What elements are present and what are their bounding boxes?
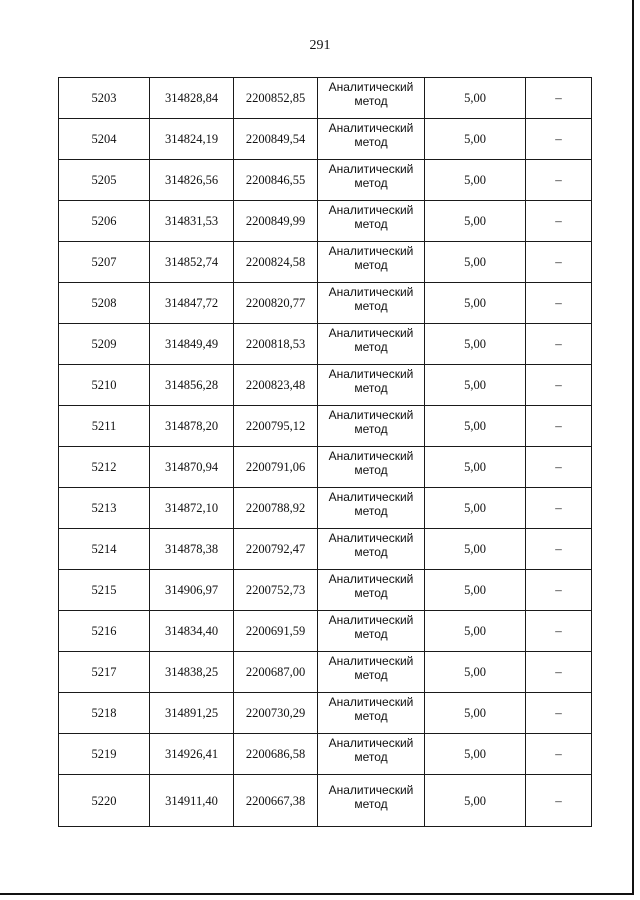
method-text: Аналитический метод (328, 490, 414, 518)
error-cell: 5,00 (425, 324, 526, 365)
note-cell (526, 78, 592, 119)
point-number-cell: 5203 (59, 78, 150, 119)
table-row (59, 529, 592, 570)
error-cell: 5,00 (425, 406, 526, 447)
method-text: Аналитический метод (328, 121, 414, 149)
error-cell: 5,00 (425, 652, 526, 693)
y-coordinate-cell: 2200691,59 (234, 611, 318, 652)
table-row (59, 201, 592, 242)
point-number-cell: 5211 (59, 406, 150, 447)
point-number-cell: 5210 (59, 365, 150, 406)
table-row (59, 734, 592, 775)
note-dash: – (555, 623, 562, 638)
method-cell (318, 283, 425, 324)
method-cell (318, 529, 425, 570)
error-cell: 5,00 (425, 78, 526, 119)
x-coordinate-cell: 314831,53 (150, 201, 234, 242)
note-dash: – (555, 418, 562, 433)
y-coordinate-cell: 2200818,53 (234, 324, 318, 365)
method-text: Аналитический метод (328, 162, 414, 190)
method-cell (318, 488, 425, 529)
point-number-cell: 5219 (59, 734, 150, 775)
table-row (59, 693, 592, 734)
note-dash: – (555, 746, 562, 761)
method-cell (318, 611, 425, 652)
table-body (59, 78, 592, 827)
table-row (59, 406, 592, 447)
x-coordinate-cell: 314826,56 (150, 160, 234, 201)
point-number-cell: 5209 (59, 324, 150, 365)
table-row (59, 324, 592, 365)
point-number-cell: 5215 (59, 570, 150, 611)
note-cell (526, 529, 592, 570)
y-coordinate-cell: 2200820,77 (234, 283, 318, 324)
y-coordinate-cell: 2200752,73 (234, 570, 318, 611)
x-coordinate-cell: 314838,25 (150, 652, 234, 693)
y-coordinate-cell: 2200849,54 (234, 119, 318, 160)
y-coordinate-cell: 2200667,38 (234, 775, 318, 827)
method-text: Аналитический метод (328, 572, 414, 600)
method-text: Аналитический метод (328, 736, 414, 764)
x-coordinate-cell: 314926,41 (150, 734, 234, 775)
note-cell (526, 652, 592, 693)
method-text: Аналитический метод (328, 613, 414, 641)
coordinates-table (58, 77, 592, 827)
y-coordinate-cell: 2200846,55 (234, 160, 318, 201)
method-text: Аналитический метод (328, 408, 414, 436)
note-dash: – (555, 213, 562, 228)
note-cell (526, 611, 592, 652)
note-dash: – (555, 664, 562, 679)
method-text: Аналитический метод (328, 285, 414, 313)
method-cell (318, 160, 425, 201)
note-cell (526, 160, 592, 201)
error-cell: 5,00 (425, 365, 526, 406)
error-cell: 5,00 (425, 693, 526, 734)
table-row (59, 570, 592, 611)
point-number-cell: 5218 (59, 693, 150, 734)
table-row (59, 119, 592, 160)
method-text: Аналитический метод (328, 695, 414, 723)
method-text: Аналитический метод (328, 782, 414, 811)
note-cell (526, 775, 592, 827)
y-coordinate-cell: 2200730,29 (234, 693, 318, 734)
note-dash: – (555, 582, 562, 597)
table-row (59, 652, 592, 693)
error-cell: 5,00 (425, 119, 526, 160)
note-cell (526, 242, 592, 283)
method-cell (318, 775, 425, 827)
note-dash: – (555, 336, 562, 351)
error-cell: 5,00 (425, 242, 526, 283)
error-cell: 5,00 (425, 775, 526, 827)
note-dash: – (555, 377, 562, 392)
x-coordinate-cell: 314872,10 (150, 488, 234, 529)
method-cell (318, 365, 425, 406)
error-cell: 5,00 (425, 160, 526, 201)
note-cell (526, 488, 592, 529)
y-coordinate-cell: 2200686,58 (234, 734, 318, 775)
x-coordinate-cell: 314824,19 (150, 119, 234, 160)
method-cell (318, 570, 425, 611)
note-cell (526, 324, 592, 365)
point-number-cell: 5220 (59, 775, 150, 827)
point-number-cell: 5207 (59, 242, 150, 283)
note-dash: – (555, 90, 562, 105)
method-cell (318, 242, 425, 283)
table-row (59, 611, 592, 652)
note-cell (526, 365, 592, 406)
x-coordinate-cell: 314906,97 (150, 570, 234, 611)
table-row (59, 78, 592, 119)
x-coordinate-cell: 314911,40 (150, 775, 234, 827)
method-cell (318, 734, 425, 775)
method-text: Аналитический метод (328, 203, 414, 231)
error-cell: 5,00 (425, 488, 526, 529)
error-cell: 5,00 (425, 201, 526, 242)
method-cell (318, 652, 425, 693)
note-dash: – (555, 254, 562, 269)
note-dash: – (555, 500, 562, 515)
point-number-cell: 5217 (59, 652, 150, 693)
y-coordinate-cell: 2200792,47 (234, 529, 318, 570)
note-dash: – (555, 541, 562, 556)
x-coordinate-cell: 314834,40 (150, 611, 234, 652)
y-coordinate-cell: 2200852,85 (234, 78, 318, 119)
note-cell (526, 447, 592, 488)
error-cell: 5,00 (425, 570, 526, 611)
table-row (59, 447, 592, 488)
x-coordinate-cell: 314849,49 (150, 324, 234, 365)
table-row (59, 488, 592, 529)
y-coordinate-cell: 2200788,92 (234, 488, 318, 529)
note-dash: – (555, 295, 562, 310)
x-coordinate-cell: 314856,28 (150, 365, 234, 406)
point-number-cell: 5205 (59, 160, 150, 201)
table-row (59, 160, 592, 201)
table-row (59, 365, 592, 406)
note-cell (526, 734, 592, 775)
method-cell (318, 447, 425, 488)
method-text: Аналитический метод (328, 654, 414, 682)
method-text: Аналитический метод (328, 367, 414, 395)
method-text: Аналитический метод (328, 449, 414, 477)
x-coordinate-cell: 314878,38 (150, 529, 234, 570)
table-row (59, 242, 592, 283)
point-number-cell: 5204 (59, 119, 150, 160)
note-cell (526, 283, 592, 324)
error-cell: 5,00 (425, 283, 526, 324)
y-coordinate-cell: 2200795,12 (234, 406, 318, 447)
method-text: Аналитический метод (328, 531, 414, 559)
point-number-cell: 5206 (59, 201, 150, 242)
y-coordinate-cell: 2200849,99 (234, 201, 318, 242)
point-number-cell: 5208 (59, 283, 150, 324)
page-number: 291 (309, 38, 331, 53)
error-cell: 5,00 (425, 611, 526, 652)
note-dash: – (555, 705, 562, 720)
note-cell (526, 119, 592, 160)
x-coordinate-cell: 314852,74 (150, 242, 234, 283)
method-cell (318, 324, 425, 365)
x-coordinate-cell: 314891,25 (150, 693, 234, 734)
x-coordinate-cell: 314878,20 (150, 406, 234, 447)
error-cell: 5,00 (425, 734, 526, 775)
x-coordinate-cell: 314870,94 (150, 447, 234, 488)
y-coordinate-cell: 2200823,48 (234, 365, 318, 406)
method-text: Аналитический метод (328, 80, 414, 108)
x-coordinate-cell: 314828,84 (150, 78, 234, 119)
y-coordinate-cell: 2200687,00 (234, 652, 318, 693)
y-coordinate-cell: 2200791,06 (234, 447, 318, 488)
method-cell (318, 406, 425, 447)
method-cell (318, 119, 425, 160)
point-number-cell: 5212 (59, 447, 150, 488)
point-number-cell: 5216 (59, 611, 150, 652)
table-row (59, 283, 592, 324)
error-cell: 5,00 (425, 529, 526, 570)
note-cell (526, 693, 592, 734)
method-cell (318, 78, 425, 119)
error-cell: 5,00 (425, 447, 526, 488)
x-coordinate-cell: 314847,72 (150, 283, 234, 324)
note-dash: – (555, 172, 562, 187)
note-dash: – (555, 459, 562, 474)
method-cell (318, 201, 425, 242)
method-cell (318, 693, 425, 734)
note-dash: – (555, 131, 562, 146)
method-text: Аналитический метод (328, 244, 414, 272)
y-coordinate-cell: 2200824,58 (234, 242, 318, 283)
note-cell (526, 406, 592, 447)
method-text: Аналитический метод (328, 326, 414, 354)
note-dash: – (555, 792, 562, 808)
point-number-cell: 5213 (59, 488, 150, 529)
point-number-cell: 5214 (59, 529, 150, 570)
table-row (59, 775, 592, 827)
note-cell (526, 201, 592, 242)
note-cell (526, 570, 592, 611)
